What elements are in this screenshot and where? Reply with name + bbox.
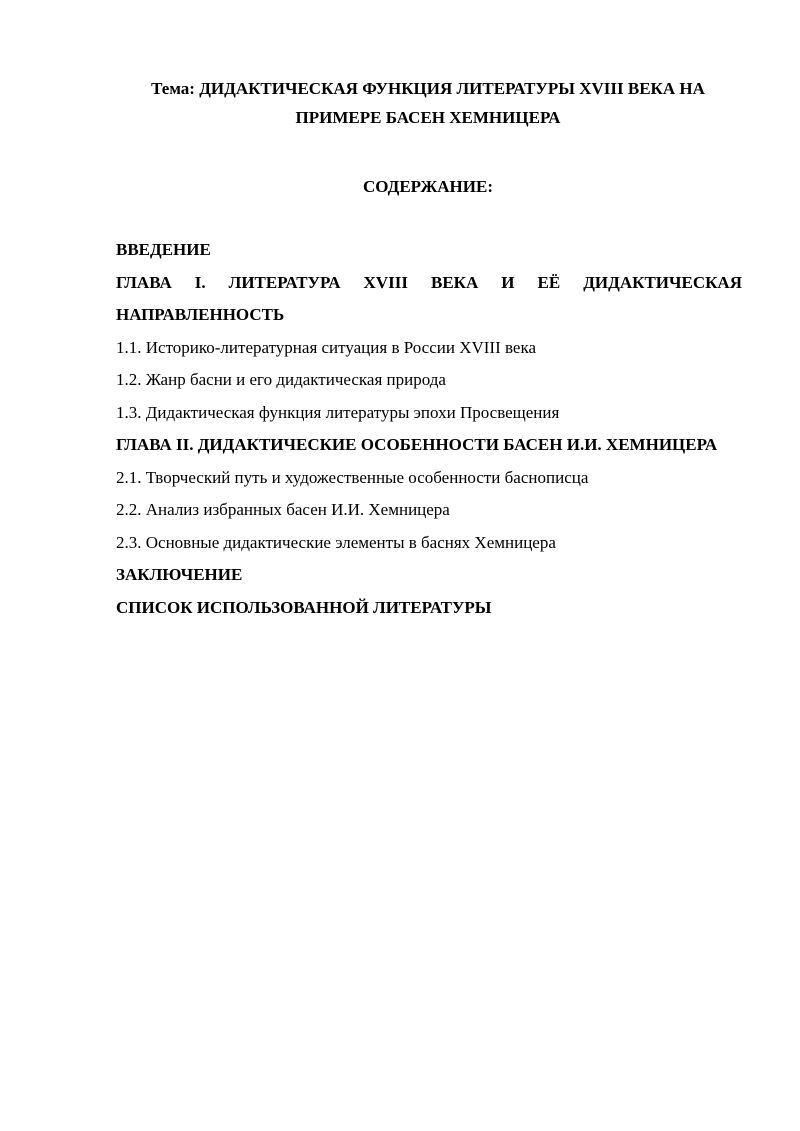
table-of-contents: [116, 234, 742, 624]
toc-item-section-2-1: 2.1. Творческий путь и художественные особенности баснописца: [116, 467, 589, 487]
toc-item-chapter-2: ГЛАВА II. ДИДАКТИЧЕСКИЕ ОСОБЕННОСТИ БАСЕН И.И. ХЕМНИЦЕРА: [116, 435, 718, 454]
toc-item-section-1-3: 1.3. Дидактическая функция литературы эпохи Просвещения: [116, 402, 560, 422]
document-title: Тема: ДИДАКТИЧЕСКАЯ ФУНКЦИЯ ЛИТЕРАТУРЫ XVIII ВЕКА НА ПРИМЕРЕ БАСЕН ХЕМНИЦЕРА: [151, 79, 705, 127]
toc-item-section-2-3: 2.3. Основные дидактические элементы в баснях Хемницера: [116, 532, 556, 552]
contents-heading: СОДЕРЖАНИЕ:: [362, 177, 493, 196]
toc-item-section-2-2: 2.2. Анализ избранных басен И.И. Хемницера: [116, 500, 450, 519]
toc-item-section-1-1: 1.1. Историко-литературная ситуация в России XVIII века: [116, 337, 537, 357]
toc-item-conclusion: ЗАКЛЮЧЕНИЕ: [116, 565, 243, 584]
toc-item-bibliography: СПИСОК ИСПОЛЬЗОВАННОЙ ЛИТЕРАТУРЫ: [116, 597, 492, 617]
toc-item-section-1-2: 1.2. Жанр басни и его дидактическая природа: [116, 370, 446, 389]
toc-item-introduction: ВВЕДЕНИЕ: [116, 240, 211, 259]
toc-item-chapter-1: ГЛАВА I. ЛИТЕРАТУРА XVIII ВЕКА И ЕЁ ДИДАКТИЧЕСКАЯ НАПРАВЛЕННОСТЬ: [116, 272, 742, 324]
